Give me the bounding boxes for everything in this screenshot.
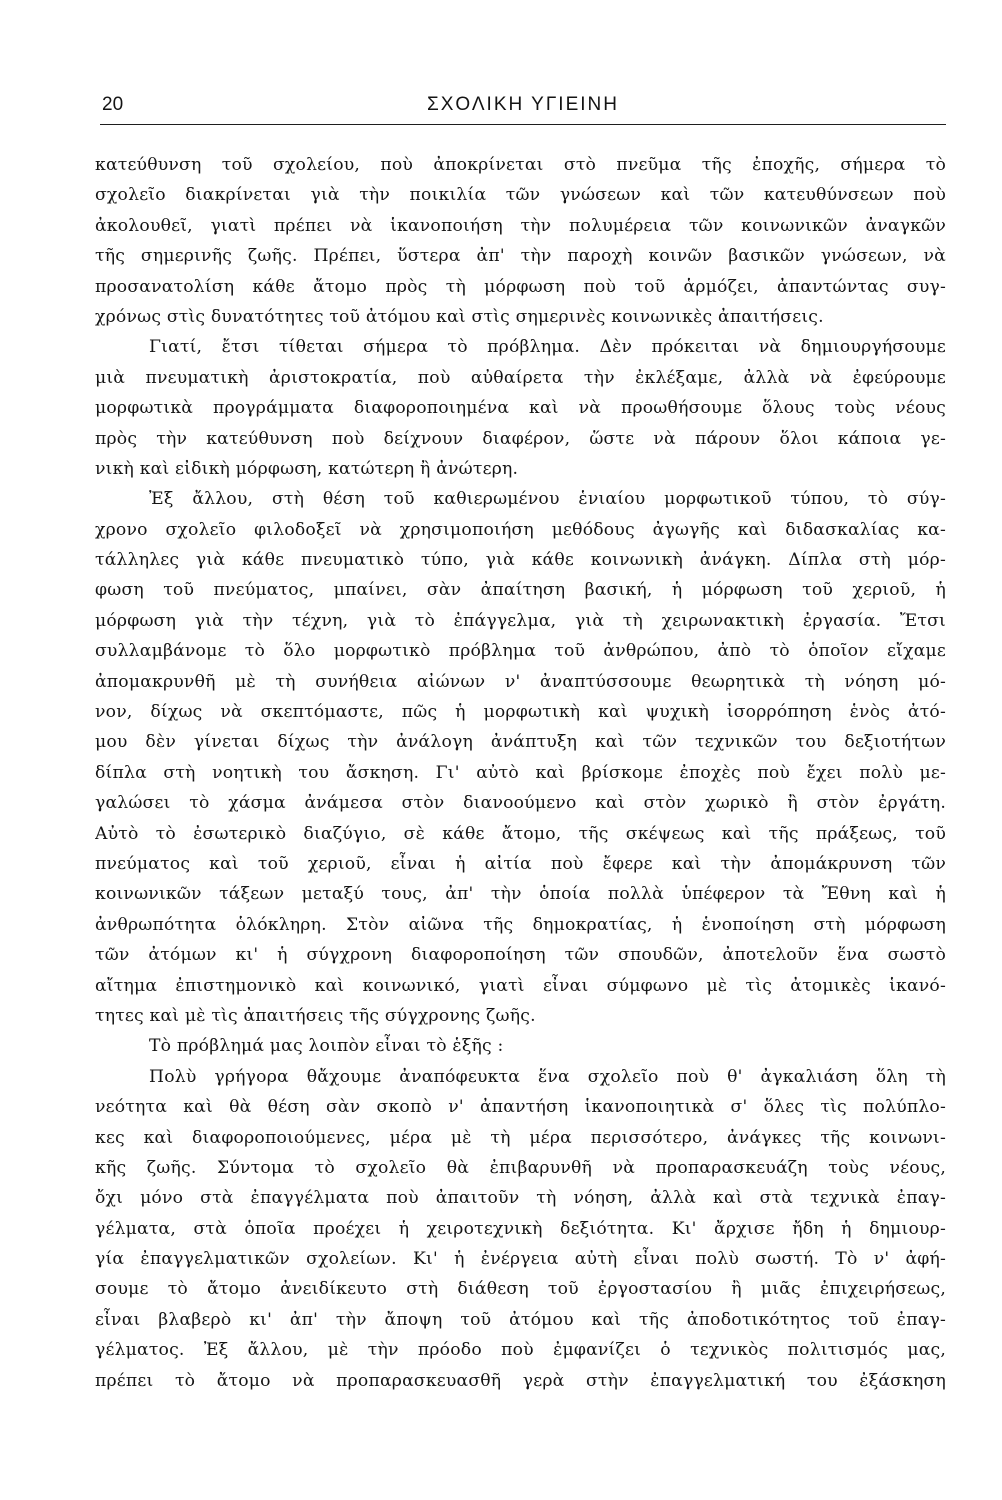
text-line: μου δὲν γίνεται δίχως τὴν ἀνάλογη ἀνάπτυξη καὶ τῶν τεχνικῶν του δεξιοτήτων (95, 732, 946, 753)
text-line: εἶναι βλαβερὸ κι' ἀπ' τὴν ἄποψη τοῦ ἀτόμου καὶ τῆς ἀποδοτικότητος τοῦ ἐπαγ- (95, 1309, 946, 1330)
body-text (95, 150, 946, 1400)
text-line: κοινωνικῶν τάξεων μεταξύ τους, ἀπ' τὴν ὁποία πολλὰ ὑπέφερον τὰ Ἔθνη καὶ ἡ (95, 884, 946, 905)
text-line: φωση τοῦ πνεύματος, μπαίνει, σὰν ἀπαίτηση βασική, ἡ μόρφωση τοῦ χεριοῦ, ἡ (95, 580, 946, 601)
text-line: σχολεῖο διακρίνεται γιὰ τὴν ποικιλία τῶν γνώσεων καὶ τῶν κατευθύνσεων ποὺ (95, 185, 946, 206)
text-line: χρονο σχολεῖο φιλοδοξεῖ νὰ χρησιμοποιήση μεθόδους ἀγωγῆς καὶ διδασκαλίας κα- (95, 519, 946, 540)
text-line: κατεύθυνση τοῦ σχολείου, ποὺ ἀποκρίνεται στὸ πνεῦμα τῆς ἐποχῆς, σήμερα τὸ (95, 155, 946, 175)
text-line: ἀπομακρυνθῆ μὲ τὴ συνήθεια αἰώνων ν' ἀναπτύσσουμε θεωρητικὰ τὴ νόηση μό- (95, 671, 946, 692)
text-line: γία ἐπαγγελματικῶν σχολείων. Κι' ἡ ἐνέργεια αὐτὴ εἶναι πολὺ σωστή. Τὸ ν' ἀφή- (95, 1249, 946, 1270)
text-line: τητες καὶ μὲ τὶς ἀπαιτήσεις τῆς σύγχρονης ζωῆς. (95, 1005, 536, 1026)
text-line: σουμε τὸ ἄτομο ἀνειδίκευτο στὴ διάθεση τοῦ ἐργοστασίου ἢ μιᾶς ἐπιχειρήσεως, (95, 1279, 946, 1300)
text-line: γαλώσει τὸ χάσμα ἀνάμεσα στὸν διανοούμενο καὶ στὸν χωρικὸ ἢ στὸν ἐργάτη. (95, 793, 946, 814)
text-line: ὄχι μόνο στὰ ἐπαγγέλματα ποὺ ἀπαιτοῦν τὴ νόηση, ἀλλὰ καὶ στὰ τεχνικὰ ἐπαγ- (95, 1188, 946, 1209)
text-line: ἀνθρωπότητα ὁλόκληρη. Στὸν αἰῶνα τῆς δημοκρατίας, ἡ ἑνοποίηση στὴ μόρφωση (95, 914, 946, 935)
text-line: μόρφωση γιὰ τὴν τέχνη, γιὰ τὸ ἐπάγγελμα, γιὰ τὴ χειρωνακτικὴ ἐργασία. Ἔτσι (95, 610, 946, 631)
text-line: Γιατί, ἔτσι τίθεται σήμερα τὸ πρόβλημα. Δὲν πρόκειται νὰ δημιουργήσουμε (149, 337, 946, 358)
text-line: τῶν ἀτόμων κι' ἡ σύγχρονη διαφοροποίηση τῶν σπουδῶν, ἀποτελοῦν ἕνα σωστὸ (95, 945, 946, 966)
text-line: μιὰ πνευματικὴ ἀριστοκρατία, ποὺ αὐθαίρετα τὴν ἐκλέξαμε, ἀλλὰ νὰ ἐφεύρουμε (95, 367, 946, 388)
text-line: πρέπει τὸ ἄτομο νὰ προπαρασκευασθῆ γερὰ στὴν ἐπαγγελματική του ἐξάσκηση (95, 1370, 946, 1391)
text-line: γέλματα, στὰ ὁποῖα προέχει ἡ χειροτεχνικὴ δεξιότητα. Κι' ἄρχισε ἤδη ἡ δημιουρ- (95, 1218, 946, 1239)
text-line: Τὸ πρόβλημά μας λοιπὸν εἶναι τὸ ἑξῆς : (149, 1036, 504, 1057)
text-line: προσανατολίση κάθε ἄτομο πρὸς τὴ μόρφωση ποὺ τοῦ ἁρμόζει, ἀπαντώντας συγ- (95, 276, 946, 297)
text-line: αἴτημα ἐπιστημονικὸ καὶ κοινωνικό, γιατὶ εἶναι σύμφωνο μὲ τὶς ἀτομικὲς ἱκανό- (95, 975, 946, 996)
text-line: Πολὺ γρήγορα θἄχουμε ἀναπόφευκτα ἕνα σχολεῖο ποὺ θ' ἀγκαλιάση ὅλη τὴ (149, 1066, 946, 1087)
text-line: πρὸς τὴν κατεύθυνση ποὺ δείχνουν διαφέρον, ὥστε νὰ πάρουν ὅλοι κάποια γε- (95, 428, 946, 449)
text-line: νικὴ καὶ εἰδικὴ μόρφωση, κατώτερη ἢ ἀνώτερη. (95, 458, 519, 479)
text-line: τῆς σημερινῆς ζωῆς. Πρέπει, ὕστερα ἀπ' τὴν παροχὴ κοινῶν βασικῶν γνώσεων, νὰ (95, 246, 946, 267)
text-line: χρόνως στὶς δυνατότητες τοῦ ἀτόμου καὶ στὶς σημερινὲς κοινωνικὲς ἀπαιτήσεις. (95, 306, 824, 327)
text-line: κες καὶ διαφοροποιούμενες, μέρα μὲ τὴ μέρα περισσότερο, ἀνάγκες τῆς κοινωνι- (95, 1127, 946, 1148)
text-line: κῆς ζωῆς. Σύντομα τὸ σχολεῖο θὰ ἐπιβαρυνθῆ νὰ προπαρασκευάζη τοὺς νέους, (95, 1157, 946, 1178)
text-line: συλλαμβάνομε τὸ ὅλο μορφωτικὸ πρόβλημα τοῦ ἀνθρώπου, ἀπὸ τὸ ὁποῖον εἴχαμε (95, 641, 946, 662)
page-number: 20 (102, 94, 124, 115)
text-line: δίπλα στὴ νοητικὴ του ἄσκηση. Γι' αὐτὸ καὶ βρίσκομε ἐποχὲς ποὺ ἔχει πολὺ με- (95, 762, 946, 783)
text-line: ἀκολουθεῖ, γιατὶ πρέπει νὰ ἱκανοποιήση τὴν πολυμέρεια τῶν κοινωνικῶν ἀναγκῶν (95, 215, 946, 236)
text-line: μορφωτικὰ προγράμματα διαφοροποιημένα καὶ νὰ προωθήσουμε ὅλους τοὺς νέους (95, 398, 946, 419)
header-rule (100, 124, 946, 125)
text-line: νεότητα καὶ θὰ θέση σὰν σκοπὸ ν' ἀπαντήση ἱκανοποιητικὰ σ' ὅλες τὶς πολύπλο- (95, 1097, 946, 1118)
page-header (100, 94, 946, 124)
text-line: Αὐτὸ τὸ ἐσωτερικὸ διαζύγιο, σὲ κάθε ἄτομο, τῆς σκέψεως καὶ τῆς πράξεως, τοῦ (95, 823, 946, 844)
text-line: γέλματος. Ἐξ ἄλλου, μὲ τὴν πρόοδο ποὺ ἐμφανίζει ὁ τεχνικὸς πολιτισμός μας, (95, 1340, 946, 1361)
text-line: Ἐξ ἄλλου, στὴ θέση τοῦ καθιερωμένου ἑνιαίου μορφωτικοῦ τύπου, τὸ σύγ- (149, 489, 946, 510)
text-line: πνεύματος καὶ τοῦ χεριοῦ, εἶναι ἡ αἰτία ποὺ ἔφερε καὶ τὴν ἀπομάκρυνση τῶν (95, 853, 946, 874)
text-line: τάλληλες γιὰ κάθε πνευματικὸ τύπο, γιὰ κάθε κοινωνικὴ ἀνάγκη. Δίπλα στὴ μόρ- (95, 550, 946, 571)
running-head-title: ΣΧΟΛΙΚΗ ΥΓΙΕΙΝΗ (427, 94, 619, 115)
text-line: νον, δίχως νὰ σκεπτόμαστε, πῶς ἡ μορφωτικὴ καὶ ψυχικὴ ἰσορρόπηση ἑνὸς ἀτό- (95, 702, 946, 723)
